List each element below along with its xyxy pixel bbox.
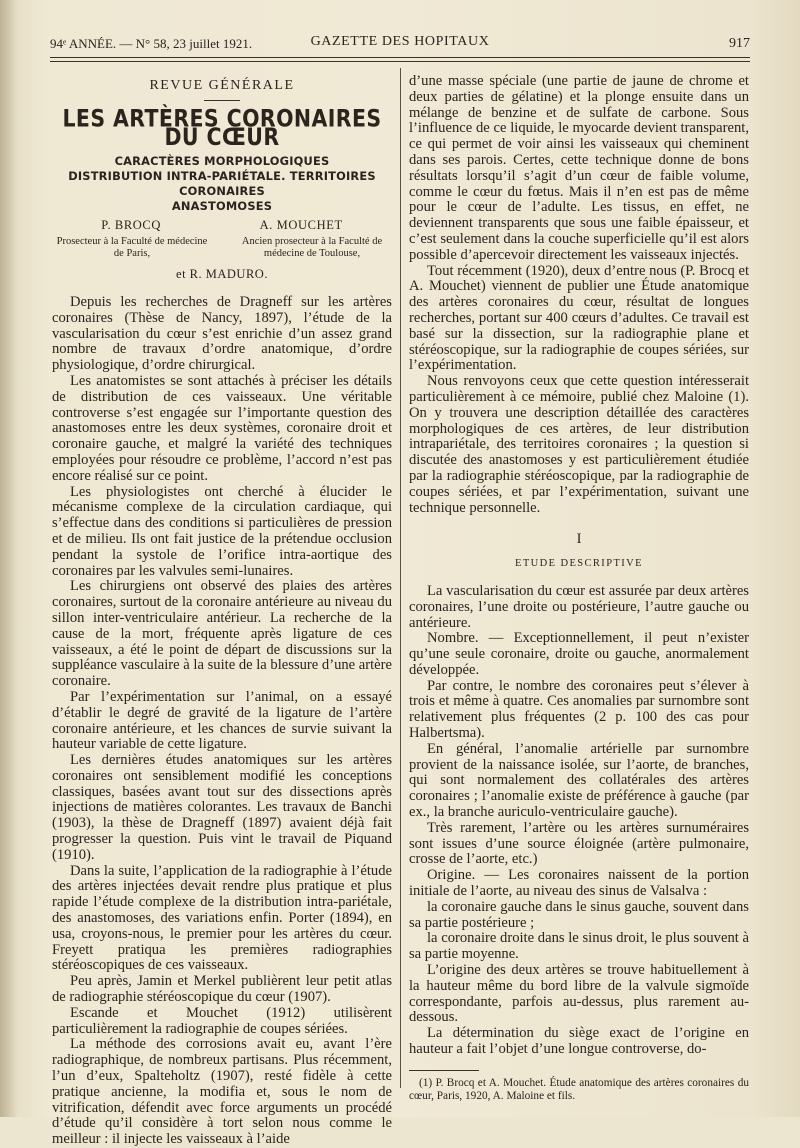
paragraph: La vascularisation du cœur est assurée par deux artères coronaires, l’une droite ou postérieure, l’autre gauche ou antérieure. xyxy=(409,582,749,631)
paragraph: Depuis les recherches de Dragneff sur les artères coronaires (Thèse de Nancy, 1897), l’étude de la vascularisation du cœur s’est enrichie d’un assez grand nombre de travaux d’ordre anatomique, d’ordre physiologique, d’ordre chirurgical. xyxy=(52,293,392,374)
paragraph: Très rarement, l’artère ou les artères surnuméraires sont issues d’une source éloignée (artère pulmonaire, crosse de l’aorte, etc.) xyxy=(409,819,749,868)
author-maduro: et R. MADURO. xyxy=(176,267,268,282)
header-rule xyxy=(50,57,750,58)
paragraph: La méthode des corrosions avait eu, avant l’ère radiographique, de nombreux partisans. Plus récemment, l’un d’eux, Spalteholtz (1907), resté fidèle à cette pratique ancienne, la modifia et, sous le nom de vitrification, défendit avec force arguments un procédé d’étude qu’il considère à tort selon nous comme le meilleur : il injecte les vaisseaux à l’aide xyxy=(52,1036,392,1148)
header-rule-double xyxy=(50,61,750,62)
paragraph: Nous renvoyons ceux que cette question intéresserait particulièrement à ce mémoire, publié chez Maloine (1). On y trouvera une description détaillée des caractères morphologiques de ces artères, de leur distribution intrapariétale, des territoires coronaires ; la question si discutée des anastomoses y est particulièrement étudiée par la radiographie stéréoscopique, par la radiographie de coupes sériées, et par l’expérimentation, suivant une technique personnelle. xyxy=(409,373,749,516)
column-divider xyxy=(400,68,401,1088)
author-mouchet: A. MOUCHET xyxy=(259,218,343,233)
right-column xyxy=(409,74,749,1104)
paragraph: Tout récemment (1920), deux d’entre nous (P. Brocq et A. Mouchet) viennent de publier une Étude anatomique des artères coronaires du cœur, résultat de longues recherches, portant sur 400 cœurs d’adultes. Ce travail est basé sur la dissection, sur la radiographie plane et stéréoscopique, sur la radiographie de coupes sériées, sur l’expérimentation. xyxy=(409,262,749,374)
paragraph: Nombre. — Exceptionnellement, il peut n’exister qu’une seule coronaire, droite ou gauche, anormalement développée. xyxy=(409,630,749,678)
section-number: I xyxy=(576,531,582,548)
paragraph: Peu après, Jamin et Merkel publièrent leur petit atlas de radiographie stéréoscopique du cœur (1907). xyxy=(52,973,392,1006)
paragraph: Origine. — Les coronaires naissent de la portion initiale de l’aorte, au niveau des sinus de Valsalva : xyxy=(409,867,749,900)
paragraph: d’une masse spéciale (une partie de jaune de chrome et deux parties de gélatine) et la plonge ensuite dans un mélange de benzine et de sulfate de carbone. Sous l’influence de ce liquide, le myocarde devient transparent, ce qui permet de voir ainsi les vaisseaux qui cheminent dans ses parois. Certes, cette technique donne de bons résultats lorsqu’il s’agit d’un cœur de faible volume, comme le cœur du fœtus. Mais il n’en est pas de même pour le cœur de l’adulte. Les tissus, en effet, ne deviennent transparents que sous une faible épaisseur, et c’est seulement dans la couche superficielle qu’il est alors possible d’apercevoir directement les vaisseaux injectés. xyxy=(409,73,749,263)
affiliation-mouchet: Ancien prosecteur à la Faculté de médecine de Toulouse, xyxy=(241,236,383,259)
paragraph: Dans la suite, l’application de la radiographie à l’étude des artères injectées devait rendre plus pratique et plus rapide l’étude complexe de la distribution intra-pariétale, des anastomoses, des variations enfin. Porter (1894), en usa, croyons-nous, le premier pour les artères du cœur. Freyett pratiqua les premières radiographies stéréoscopiques de ces vaisseaux. xyxy=(52,862,392,974)
paragraph: Par contre, le nombre des coronaires peut s’élever à trois et même à quatre. Ces anomalies par surnombre sont relativement plus fréquentes (2 p. 100 des cas pour Halbertsma). xyxy=(409,677,749,742)
page-number: 917 xyxy=(729,36,750,51)
journal-name: GAZETTE DES HOPITAUX xyxy=(310,34,490,49)
paragraph: la coronaire gauche dans le sinus gauche, souvent dans sa partie postérieure ; xyxy=(409,898,749,931)
page-header xyxy=(50,34,750,52)
subtitle-morphology: CARACTÈRES MORPHOLOGIQUES xyxy=(114,154,330,169)
paragraph: Les anatomistes se sont attachés à préciser les détails de distribution de ces vaisseaux. Une véritable controverse s’est engagée sur l’importante question des anastomoses entre les deux systèmes, coronaire droit et coronaire gauche, et malgré la variété des techniques employées pour résoudre ce problème, l’accord n’est pas encore réalisé sur ce point. xyxy=(52,372,392,484)
section-title: ETUDE DESCRIPTIVE xyxy=(515,558,643,570)
authors xyxy=(52,218,392,234)
paragraph: L’origine des deux artères se trouve habituellement à la hauteur même du bord libre de la valvule sigmoïde correspondante, parfois au-dessus, plus rarement au-dessous. xyxy=(409,962,749,1026)
subtitle-anastomoses: ANASTOMOSES xyxy=(171,199,273,214)
paragraph: Les physiologistes ont cherché à élucider le mécanisme complexe de la circulation cardiaque, qui s’effectue dans des conditions si particulières de pression et de milieu. Ils ont fait justice de la prétendue occlusion pendant la systole de l’orifice intra-aortique des coronaires par les valvules semi-lunaires. xyxy=(52,483,392,579)
affiliations xyxy=(52,236,392,259)
paragraph: En général, l’anomalie artérielle par surnombre provient de la naissance isolée, sur l’aorte, de branches, qui sont normalement des collatérales des artères coronaires ; l’anomalie existe de préférence à gauche (par ex., la branche auriculo-ventriculaire gauche). xyxy=(409,740,749,821)
affiliation-brocq: Prosecteur à la Faculté de médecine de Paris, xyxy=(56,236,208,259)
paragraph: La détermination du siège exact de l’origine en hauteur a fait l’objet d’une longue controverse, do- xyxy=(409,1025,749,1058)
issue-line: 94ᵉ ANNÉE. — N° 58, 23 juillet 1921. xyxy=(50,36,253,51)
paragraph: Escande et Mouchet (1912) utilisèrent particulièrement la radiographie de coupes sériées. xyxy=(52,1004,392,1037)
author-brocq: P. BROCQ xyxy=(101,218,161,233)
page-edge-shadow xyxy=(0,0,18,1117)
rubric-rule xyxy=(204,100,240,101)
paragraph: Les dernières études anatomiques sur les artères coronaires ont sensiblement modifié les conceptions classiques, basées avant tout sur des dissections après injections de matières colorantes. Les travaux de Banchi (1903), la thèse de Dragneff (1897) avaient déjà fait progresser la question. Puis vint le travail de Piquand (1910). xyxy=(52,752,392,863)
paragraph: Par l’expérimentation sur l’animal, on a essayé d’établir le degré de gravité de la ligature de l’artère coronaire antérieure, et les chances de survie suivant la hauteur variable de cette ligature. xyxy=(52,688,392,753)
subtitle-distribution: DISTRIBUTION INTRA-PARIÉTALE. TERRITOIRES CORONAIRES xyxy=(68,169,376,199)
footnote: (1) P. Brocq et A. Mouchet. Étude anatomique des artères coronaires du cœur, Paris, 1920, A. Maloine et fils. xyxy=(409,1076,749,1103)
article-title: LES ARTÈRES CORONAIRES DU CŒUR xyxy=(62,104,382,151)
paragraph: Les chirurgiens ont observé des plaies des artères coronaires, surtout de la coronaire antérieure au niveau du sillon inter-ventriculaire antérieur. La recherche de la cause de la mort, fréquente après ligature de ces vaisseaux, a été le point de départ de discussions sur la suppléance vasculaire à la suite de la blessure d’une artère coronaire. xyxy=(52,578,392,690)
left-column xyxy=(52,75,392,1148)
footnote-rule xyxy=(409,1070,479,1071)
rubric: REVUE GÉNÉRALE xyxy=(149,78,295,93)
paragraph: la coronaire droite dans le sinus droit, le plus souvent à sa partie moyenne. xyxy=(409,930,749,963)
